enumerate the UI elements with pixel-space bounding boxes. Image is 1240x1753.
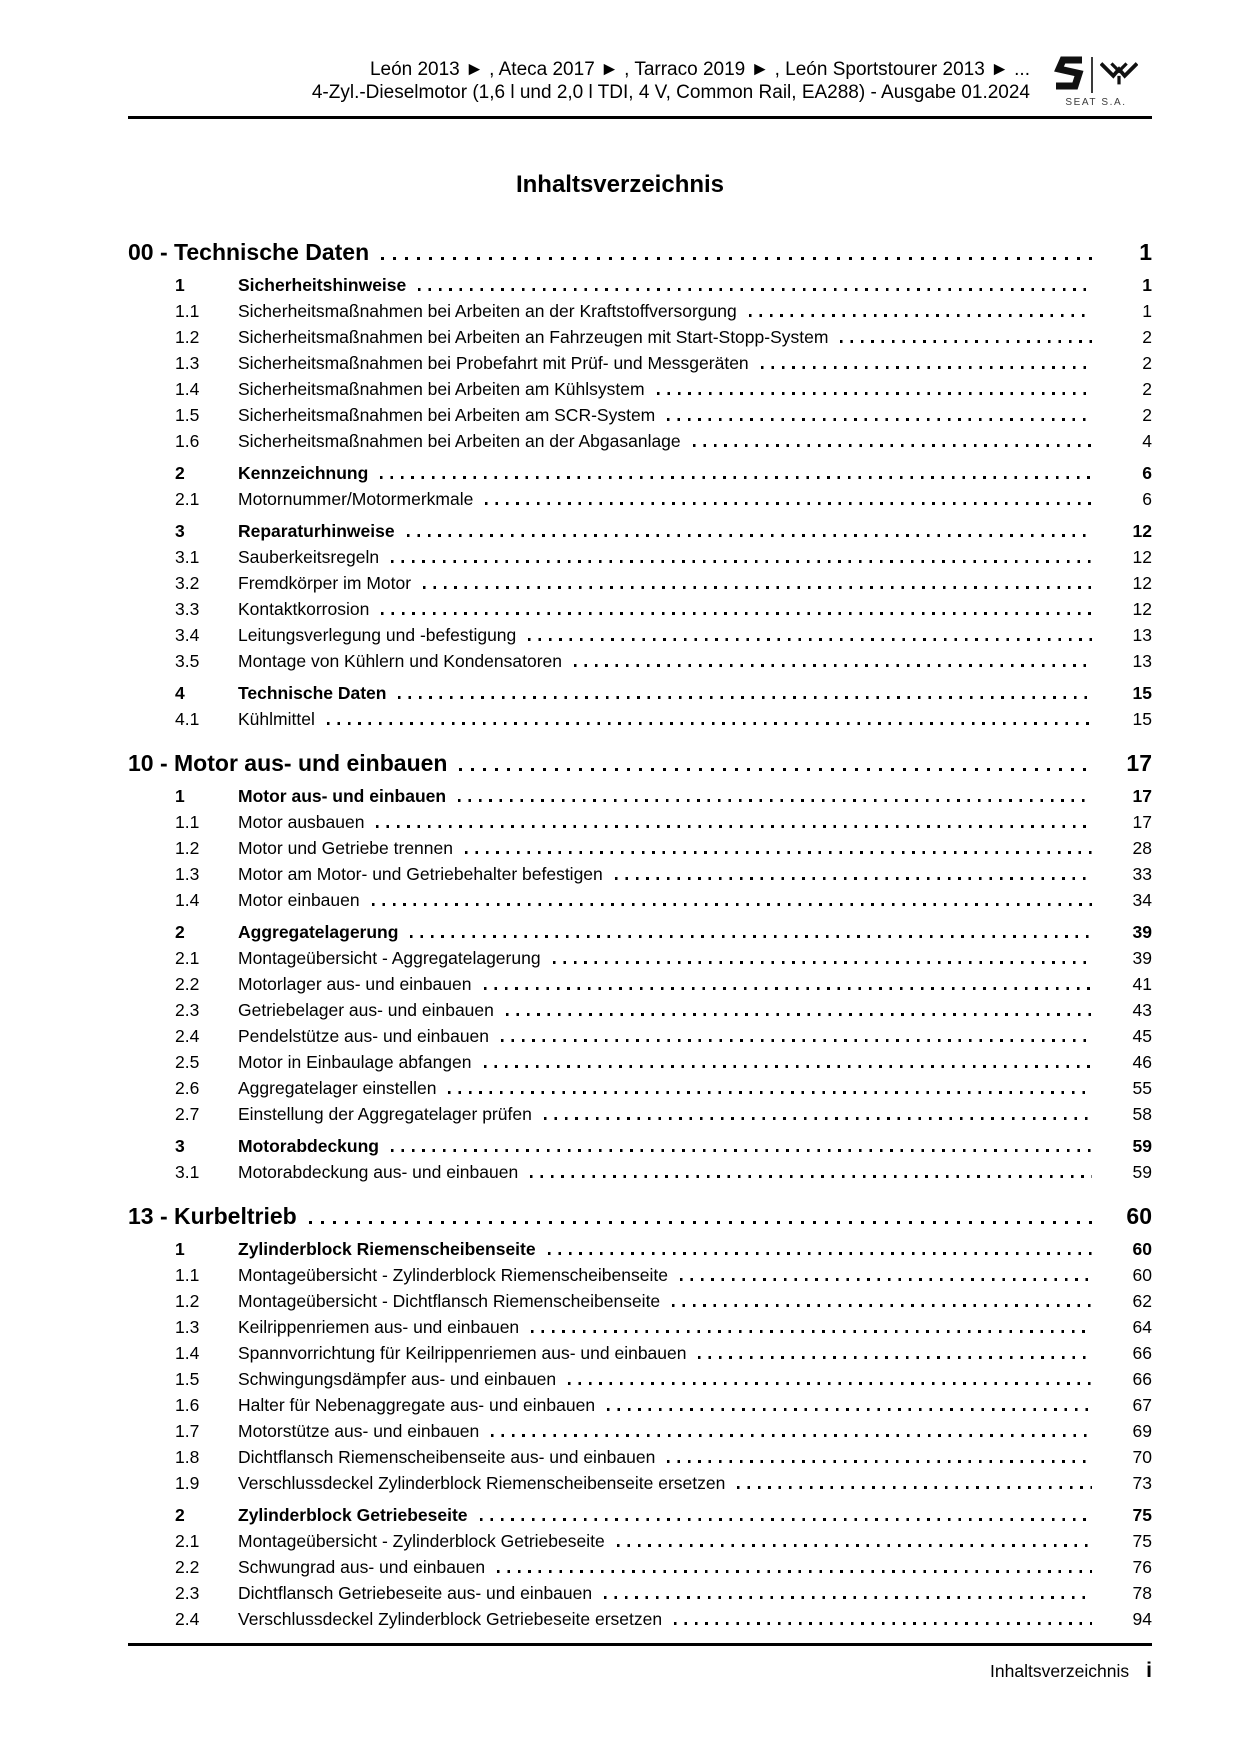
toc-entry-row[interactable] [175, 1049, 1152, 1075]
entry-title: Montage von Kühlern und Kondensatoren [238, 651, 562, 671]
entry-title: Verschlussdeckel Zylinderblock Getriebeseite ersetzen [238, 1609, 663, 1629]
entry-page-number: 6 [1142, 463, 1152, 483]
toc-entry-row[interactable] [175, 1444, 1152, 1470]
toc-chapter-row[interactable] [128, 749, 1152, 777]
toc-entry-row[interactable] [175, 460, 1152, 486]
entry-number: 3 [175, 1136, 185, 1156]
entry-title: Sicherheitsmaßnahmen bei Arbeiten an der Kraftstoffversorgung [238, 301, 737, 321]
toc-entry-row[interactable] [175, 1288, 1152, 1314]
brand-logo-block [1040, 56, 1152, 108]
toc-entry-row[interactable] [175, 835, 1152, 861]
dot-leader [484, 1065, 1092, 1068]
entry-title: Motorabdeckung [238, 1136, 379, 1156]
seat-logo-icon [1054, 56, 1084, 95]
footer-page-number: i [1146, 1659, 1152, 1682]
dot-leader [530, 1175, 1092, 1178]
entry-title: Leitungsverlegung und -befestigung [238, 625, 517, 645]
toc-entry-row[interactable] [175, 1392, 1152, 1418]
entry-number: 2.7 [175, 1104, 200, 1124]
entry-title: Motor aus- und einbauen [238, 786, 447, 806]
toc-chapter [128, 238, 1152, 732]
dot-leader [672, 1304, 1092, 1307]
entry-title: Sicherheitsmaßnahmen bei Arbeiten am SCR-System [238, 405, 656, 425]
dot-leader [448, 1091, 1092, 1094]
toc-entries [128, 783, 1152, 1185]
toc-chapter [128, 749, 1152, 1185]
toc-entry-row[interactable] [175, 680, 1152, 706]
dot-leader [680, 1278, 1092, 1281]
entry-page-number: 28 [1132, 838, 1152, 858]
entry-number: 4.1 [175, 709, 200, 729]
dot-leader [458, 799, 1092, 802]
toc-entry-row[interactable] [175, 596, 1152, 622]
entry-number: 1 [175, 275, 185, 295]
entry-number: 1.6 [175, 431, 200, 451]
toc-entry-row[interactable] [175, 1580, 1152, 1606]
entry-title: Einstellung der Aggregatelager prüfen [238, 1104, 532, 1124]
entry-number: 2.2 [175, 974, 200, 994]
entry-page-number: 64 [1132, 1317, 1152, 1337]
toc-entry-row[interactable] [175, 945, 1152, 971]
toc-entry-row[interactable] [175, 518, 1152, 544]
toc-entry-row[interactable] [175, 1340, 1152, 1366]
footer-rule [128, 1643, 1152, 1646]
entry-number: 1.2 [175, 327, 200, 347]
toc-entry-row[interactable] [175, 1502, 1152, 1528]
entry-title: Motor und Getriebe trennen [238, 838, 453, 858]
entry-number: 3.1 [175, 1162, 200, 1182]
entry-page-number: 70 [1132, 1447, 1152, 1467]
header-rule [128, 116, 1152, 119]
entry-title: Motor in Einbaulage abfangen [238, 1052, 472, 1072]
toc-entry-row[interactable] [175, 622, 1152, 648]
brand-logo-marks [1040, 56, 1152, 94]
toc-entry-row[interactable] [175, 1366, 1152, 1392]
toc-entry-row[interactable] [175, 971, 1152, 997]
page-header [128, 58, 1152, 108]
dot-leader [381, 257, 1092, 260]
entry-number: 2.6 [175, 1078, 200, 1098]
entry-page-number: 1 [1142, 301, 1152, 321]
entry-title: Motornummer/Motormerkmale [238, 489, 474, 509]
entry-title: Sicherheitsmaßnahmen bei Arbeiten an Fahrzeugen mit Start-Stopp-System [238, 327, 829, 347]
dot-leader [615, 877, 1092, 880]
entry-title: Kennzeichnung [238, 463, 369, 483]
dot-leader [485, 502, 1092, 505]
dot-leader [568, 1382, 1092, 1385]
dot-leader [548, 1252, 1092, 1255]
entry-page-number: 17 [1132, 786, 1152, 806]
entry-number: 2.2 [175, 1557, 200, 1577]
dot-leader [674, 1622, 1092, 1625]
entry-page-number: 55 [1132, 1078, 1152, 1098]
dot-leader [574, 664, 1092, 667]
entry-page-number: 67 [1132, 1395, 1152, 1415]
entry-number: 2.1 [175, 948, 200, 968]
entry-page-number: 73 [1132, 1473, 1152, 1493]
entry-page-number: 76 [1132, 1557, 1152, 1577]
entry-page-number: 15 [1132, 709, 1152, 729]
dot-leader [497, 1570, 1092, 1573]
entry-page-number: 33 [1132, 864, 1152, 884]
toc-entry-row[interactable] [175, 1159, 1152, 1185]
dot-leader [531, 1330, 1092, 1333]
entry-number: 1.2 [175, 1291, 200, 1311]
entry-page-number: 12 [1132, 521, 1152, 541]
entry-page-number: 13 [1132, 625, 1152, 645]
dot-leader [381, 612, 1092, 615]
toc-entry-row[interactable] [175, 919, 1152, 945]
entry-title: Zylinderblock Riemenscheibenseite [238, 1239, 536, 1259]
entry-title: Motorstütze aus- und einbauen [238, 1421, 480, 1441]
entry-page-number: 6 [1142, 489, 1152, 509]
entry-number: 2 [175, 1505, 185, 1525]
toc-entry-row[interactable] [175, 570, 1152, 596]
entry-title: Dichtflansch Getriebeseite aus- und einbauen [238, 1583, 593, 1603]
entry-title: Sicherheitsmaßnahmen bei Arbeiten am Kühlsystem [238, 379, 645, 399]
dot-leader [376, 825, 1092, 828]
dot-leader [506, 1013, 1092, 1016]
dot-leader [840, 340, 1092, 343]
chapter-page-number: 60 [1126, 1203, 1152, 1229]
dot-leader [667, 1460, 1092, 1463]
logo-divider [1091, 57, 1093, 93]
entry-number: 1.7 [175, 1421, 200, 1441]
entry-page-number: 75 [1132, 1531, 1152, 1551]
dot-leader [410, 935, 1092, 938]
toc-chapter-row[interactable] [128, 238, 1152, 266]
entry-number: 2.3 [175, 1000, 200, 1020]
brand-name: SEAT S.A. [1065, 97, 1127, 108]
entry-number: 1.5 [175, 1369, 200, 1389]
toc-entry-row[interactable] [175, 1418, 1152, 1444]
page-footer [128, 1643, 1152, 1683]
toc-entry-row[interactable] [175, 1470, 1152, 1496]
toc-chapter [128, 1202, 1152, 1632]
toc-entry-row[interactable] [175, 706, 1152, 732]
entry-page-number: 2 [1142, 353, 1152, 373]
entry-title: Sicherheitsmaßnahmen bei Arbeiten an der Abgasanlage [238, 431, 681, 451]
entry-page-number: 60 [1132, 1265, 1152, 1285]
chapter-label: 00 - Technische Daten [128, 239, 370, 265]
dot-leader [761, 366, 1092, 369]
entry-title: Montageübersicht - Zylinderblock Riemenscheibenseite [238, 1265, 668, 1285]
toc-entry-row[interactable] [175, 1262, 1152, 1288]
entry-page-number: 59 [1132, 1136, 1152, 1156]
entry-page-number: 45 [1132, 1026, 1152, 1046]
entry-title: Reparaturhinweise [238, 521, 395, 541]
dot-leader [372, 903, 1092, 906]
entry-number: 3.5 [175, 651, 200, 671]
dot-leader [391, 560, 1092, 563]
dot-leader [423, 586, 1092, 589]
entry-number: 2.4 [175, 1026, 200, 1046]
entry-number: 3.2 [175, 573, 200, 593]
dot-leader [459, 768, 1092, 771]
entry-page-number: 60 [1132, 1239, 1152, 1259]
cupra-logo-icon [1100, 59, 1138, 92]
entry-title: Dichtflansch Riemenscheibenseite aus- und einbauen [238, 1447, 656, 1467]
entry-page-number: 12 [1132, 573, 1152, 593]
entry-page-number: 78 [1132, 1583, 1152, 1603]
entry-number: 3.1 [175, 547, 200, 567]
entry-page-number: 2 [1142, 405, 1152, 425]
chapter-page-number: 1 [1139, 239, 1152, 265]
entry-number: 1.3 [175, 864, 200, 884]
entry-number: 1.4 [175, 890, 200, 910]
entry-page-number: 62 [1132, 1291, 1152, 1311]
dot-leader [667, 418, 1092, 421]
entry-page-number: 41 [1132, 974, 1152, 994]
dot-leader [327, 722, 1092, 725]
entry-number: 1.1 [175, 301, 200, 321]
entry-number: 2.4 [175, 1609, 200, 1629]
entry-page-number: 46 [1132, 1052, 1152, 1072]
toc-entry-row[interactable] [175, 272, 1152, 298]
entry-number: 2.1 [175, 489, 200, 509]
dot-leader [398, 696, 1092, 699]
entry-page-number: 39 [1132, 922, 1152, 942]
dot-leader [480, 1518, 1092, 1521]
entry-title: Sicherheitsmaßnahmen bei Probefahrt mit Prüf- und Messgeräten [238, 353, 749, 373]
entry-number: 3.4 [175, 625, 200, 645]
toc-entry-row[interactable] [175, 1236, 1152, 1262]
toc-chapter-row[interactable] [128, 1202, 1152, 1230]
toc-entry-row[interactable] [175, 376, 1152, 402]
entry-page-number: 13 [1132, 651, 1152, 671]
entry-title: Spannvorrichtung für Keilrippenriemen aus- und einbauen [238, 1343, 687, 1363]
entry-title: Motor einbauen [238, 890, 360, 910]
entry-title: Halter für Nebenaggregate aus- und einbauen [238, 1395, 596, 1415]
entry-title: Kühlmittel [238, 709, 315, 729]
footer-section-label: Inhaltsverzeichnis [990, 1661, 1130, 1681]
entry-number: 1.9 [175, 1473, 200, 1493]
dot-leader [484, 987, 1093, 990]
entry-title: Motorabdeckung aus- und einbauen [238, 1162, 519, 1182]
toc-entry-row[interactable] [175, 809, 1152, 835]
entry-title: Aggregatelager einstellen [238, 1078, 437, 1098]
toc-entry-row[interactable] [175, 783, 1152, 809]
chapter-label: 13 - Kurbeltrieb [128, 1203, 297, 1229]
dot-leader [604, 1596, 1092, 1599]
entry-number: 3 [175, 521, 185, 541]
entry-page-number: 1 [1142, 275, 1152, 295]
page-title: Inhaltsverzeichnis [515, 171, 725, 198]
header-text [128, 58, 1030, 104]
toc-entry-row[interactable] [175, 1133, 1152, 1159]
entry-number: 1.1 [175, 812, 200, 832]
dot-leader [553, 961, 1092, 964]
entry-page-number: 34 [1132, 890, 1152, 910]
toc-entry-row[interactable] [175, 1554, 1152, 1580]
entry-title: Motor am Motor- und Getriebehalter befestigen [238, 864, 603, 884]
entry-title: Aggregatelagerung [238, 922, 399, 942]
dot-leader [544, 1117, 1092, 1120]
toc-entry-row[interactable] [175, 887, 1152, 913]
dot-leader [737, 1486, 1092, 1489]
dot-leader [418, 288, 1092, 291]
dot-leader [607, 1408, 1092, 1411]
chapter-page-number: 17 [1126, 750, 1152, 776]
toc-entry-row[interactable] [175, 324, 1152, 350]
toc-entry-row[interactable] [175, 298, 1152, 324]
entry-page-number: 15 [1132, 683, 1152, 703]
dot-leader [465, 851, 1092, 854]
entry-number: 1 [175, 786, 185, 806]
dot-leader [407, 534, 1092, 537]
entry-title: Technische Daten [238, 683, 387, 703]
dot-leader [380, 476, 1092, 479]
entry-number: 1.8 [175, 1447, 200, 1467]
toc-entry-row[interactable] [175, 1101, 1152, 1127]
entry-page-number: 12 [1132, 599, 1152, 619]
entry-number: 1.2 [175, 838, 200, 858]
entry-number: 2 [175, 463, 185, 483]
toc-entry-row[interactable] [175, 402, 1152, 428]
entry-page-number: 39 [1132, 948, 1152, 968]
entry-page-number: 58 [1132, 1104, 1152, 1124]
toc-entry-row[interactable] [175, 544, 1152, 570]
entry-title: Schwungrad aus- und einbauen [238, 1557, 486, 1577]
entry-title: Pendelstütze aus- und einbauen [238, 1026, 490, 1046]
entry-title: Getriebelager aus- und einbauen [238, 1000, 494, 1020]
entry-number: 1.4 [175, 1343, 200, 1363]
entry-title: Sauberkeitsregeln [238, 547, 380, 567]
toc-entry-row[interactable] [175, 486, 1152, 512]
entry-page-number: 66 [1132, 1343, 1152, 1363]
toc-entry-row[interactable] [175, 1606, 1152, 1632]
entry-page-number: 2 [1142, 379, 1152, 399]
dot-leader [309, 1221, 1092, 1224]
toc-entry-row[interactable] [175, 648, 1152, 674]
entry-page-number: 94 [1132, 1609, 1152, 1629]
entry-number: 1.5 [175, 405, 200, 425]
dot-leader [617, 1544, 1092, 1547]
toc-entry-row[interactable] [175, 861, 1152, 887]
chapter-label: 10 - Motor aus- und einbauen [128, 750, 448, 776]
entry-title: Sicherheitshinweise [238, 275, 407, 295]
entry-title: Motorlager aus- und einbauen [238, 974, 472, 994]
entry-number: 1.3 [175, 1317, 200, 1337]
entry-number: 2.3 [175, 1583, 200, 1603]
entry-number: 4 [175, 683, 185, 703]
toc-entries [128, 272, 1152, 732]
entry-page-number: 43 [1132, 1000, 1152, 1020]
toc-entry-row[interactable] [175, 997, 1152, 1023]
toc [128, 238, 1152, 1632]
entry-number: 1.3 [175, 353, 200, 373]
entry-page-number: 4 [1142, 431, 1152, 451]
entry-page-number: 75 [1132, 1505, 1152, 1525]
dot-leader [391, 1149, 1092, 1152]
entry-page-number: 66 [1132, 1369, 1152, 1389]
dot-leader [491, 1434, 1092, 1437]
entry-page-number: 2 [1142, 327, 1152, 347]
dot-leader [693, 444, 1092, 447]
entry-number: 1 [175, 1239, 185, 1259]
entry-title: Montageübersicht - Zylinderblock Getriebeseite [238, 1531, 605, 1551]
toc-entry-row[interactable] [175, 1075, 1152, 1101]
entry-title: Keilrippenriemen aus- und einbauen [238, 1317, 520, 1337]
header-models-line: León 2013 ► , Ateca 2017 ► , Tarraco 2019 ► , León Sportstourer 2013 ► ... [369, 59, 1030, 80]
entry-number: 1.4 [175, 379, 200, 399]
entry-page-number: 12 [1132, 547, 1152, 567]
dot-leader [657, 392, 1092, 395]
entry-title: Montageübersicht - Aggregatelagerung [238, 948, 541, 968]
toc-entry-row[interactable] [175, 1528, 1152, 1554]
entry-title: Fremdkörper im Motor [238, 573, 412, 593]
entry-title: Kontaktkorrosion [238, 599, 370, 619]
entry-number: 3.3 [175, 599, 200, 619]
entry-page-number: 59 [1132, 1162, 1152, 1182]
entry-title: Montageübersicht - Dichtflansch Riemenscheibenseite [238, 1291, 661, 1311]
entry-title: Schwingungsdämpfer aus- und einbauen [238, 1369, 557, 1389]
header-engine-line: 4-Zyl.-Dieselmotor (1,6 l und 2,0 l TDI, 4 V, Common Rail, EA288) - Ausgabe 01.2024 [311, 82, 1030, 103]
entry-title: Zylinderblock Getriebeseite [238, 1505, 468, 1525]
dot-leader [501, 1039, 1092, 1042]
toc-entries [128, 1236, 1152, 1632]
entry-page-number: 69 [1132, 1421, 1152, 1441]
entry-number: 2.5 [175, 1052, 200, 1072]
entry-title: Motor ausbauen [238, 812, 365, 832]
toc-entry-row[interactable] [175, 1314, 1152, 1340]
entry-page-number: 17 [1132, 812, 1152, 832]
entry-number: 1.6 [175, 1395, 200, 1415]
entry-number: 2.1 [175, 1531, 200, 1551]
toc-entry-row[interactable] [175, 350, 1152, 376]
footer-row [128, 1659, 1152, 1683]
dot-leader [528, 638, 1092, 641]
toc-entry-row[interactable] [175, 428, 1152, 454]
dot-leader [749, 314, 1092, 317]
toc-entry-row[interactable] [175, 1023, 1152, 1049]
entry-number: 2 [175, 922, 185, 942]
dot-leader [698, 1356, 1092, 1359]
entry-number: 1.1 [175, 1265, 200, 1285]
entry-title: Verschlussdeckel Zylinderblock Riemenscheibenseite ersetzen [238, 1473, 726, 1493]
